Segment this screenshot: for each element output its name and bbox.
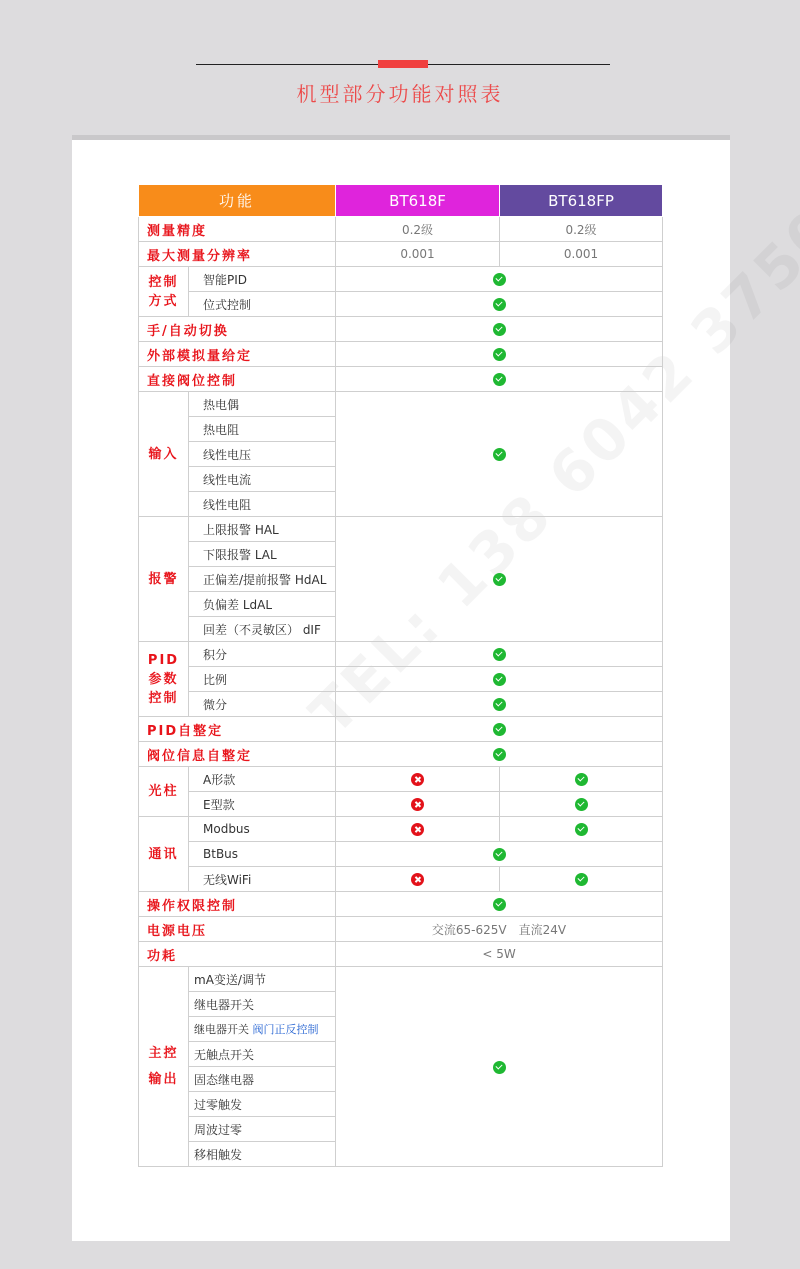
check-circle-icon [493, 898, 506, 911]
cell-support [336, 642, 663, 667]
cell-support [336, 867, 500, 892]
table-row [139, 342, 663, 367]
sub-label: BtBus [189, 842, 336, 867]
cell-support [500, 792, 663, 817]
cell-support [500, 767, 663, 792]
sub-label: 下限报警 LAL [189, 542, 336, 567]
group-label-line: 参数 [148, 671, 179, 687]
table-row [139, 317, 663, 342]
cell-support [336, 317, 663, 342]
row-label: 功耗 [139, 942, 336, 967]
table-row [139, 742, 663, 767]
group-label-line: 主控 [148, 1045, 179, 1061]
sub-label: 线性电阻 [189, 492, 336, 517]
check-circle-icon [493, 298, 506, 311]
check-circle-icon [493, 748, 506, 761]
comparison-table [138, 184, 663, 1167]
sub-label: 积分 [189, 642, 336, 667]
sub-label: 负偏差 LdAL [189, 592, 336, 617]
sub-label: A形款 [189, 767, 336, 792]
cell-support [336, 717, 663, 742]
check-circle-icon [575, 798, 588, 811]
cell-value: < 5W [336, 942, 663, 967]
row-label: 电源电压 [139, 917, 336, 942]
sub-label [189, 1017, 336, 1042]
cell-value: 交流65-625V 直流24V [336, 917, 663, 942]
row-label: 操作权限控制 [139, 892, 336, 917]
table-row [139, 842, 663, 867]
cell-support [500, 867, 663, 892]
group-label-line: PID [147, 652, 180, 668]
group-label: 通讯 [139, 817, 189, 892]
sub-label: 热电偶 [189, 392, 336, 417]
sub-label: 位式控制 [189, 292, 336, 317]
x-circle-icon [411, 873, 424, 886]
check-circle-icon [575, 873, 588, 886]
x-circle-icon [411, 798, 424, 811]
sub-label: 无线WiFi [189, 867, 336, 892]
group-label [139, 267, 189, 317]
sub-label: 过零触发 [189, 1092, 336, 1117]
check-circle-icon [493, 1061, 506, 1074]
sub-label: 线性电压 [189, 442, 336, 467]
check-circle-icon [575, 773, 588, 786]
cell-support [336, 692, 663, 717]
group-label: 报警 [139, 517, 189, 642]
row-label: 测量精度 [139, 217, 336, 242]
table-row [139, 892, 663, 917]
table-row [139, 242, 663, 267]
group-label-text: 控制方式 [148, 274, 179, 309]
cell-support [336, 267, 663, 292]
row-label: 阀位信息自整定 [139, 742, 336, 767]
column-header-function: 功能 [139, 185, 336, 217]
cell-support [336, 817, 500, 842]
sub-label: 智能PID [189, 267, 336, 292]
table-row [139, 267, 663, 292]
cell-support [336, 517, 663, 642]
table-row [139, 867, 663, 892]
table-row [139, 667, 663, 692]
column-header-bt618fp: BT618FP [500, 185, 663, 217]
group-label: 输入 [139, 392, 189, 517]
sub-label: 固态继电器 [189, 1067, 336, 1092]
table-row [139, 717, 663, 742]
table-row [139, 642, 663, 667]
sub-label: 热电阻 [189, 417, 336, 442]
cell-support [336, 967, 663, 1167]
table-row [139, 292, 663, 317]
row-label: 手/自动切换 [139, 317, 336, 342]
row-label: 最大测量分辨率 [139, 242, 336, 267]
x-circle-icon [411, 773, 424, 786]
column-header-bt618f: BT618F [336, 185, 500, 217]
check-circle-icon [493, 373, 506, 386]
table-row [139, 942, 663, 967]
table-row [139, 392, 663, 417]
table-row [139, 917, 663, 942]
cell-support [500, 817, 663, 842]
x-circle-icon [411, 823, 424, 836]
cell-support [336, 342, 663, 367]
sub-label: E型款 [189, 792, 336, 817]
check-circle-icon [493, 723, 506, 736]
cell-support [336, 667, 663, 692]
check-circle-icon [575, 823, 588, 836]
table-row [139, 367, 663, 392]
sub-label: 移相触发 [189, 1142, 336, 1167]
check-circle-icon [493, 648, 506, 661]
table-row [139, 217, 663, 242]
cell-value: 0.001 [500, 242, 663, 267]
cell-support [336, 367, 663, 392]
sub-label: 微分 [189, 692, 336, 717]
page-title: 机型部分功能对照表 [296, 82, 504, 106]
check-circle-icon [493, 273, 506, 286]
table-row [139, 817, 663, 842]
sub-label: 上限报警 HAL [189, 517, 336, 542]
group-label: 光柱 [139, 767, 189, 817]
sub-label: 回差（不灵敏区） dIF [189, 617, 336, 642]
cell-support [336, 792, 500, 817]
sub-label: 比例 [189, 667, 336, 692]
cell-support [336, 392, 663, 517]
cell-support [336, 767, 500, 792]
sub-label-note: 阀门正反控制 [252, 1023, 319, 1036]
table-row [139, 792, 663, 817]
sub-label: 继电器开关 [189, 992, 336, 1017]
group-label-line: 输出 [148, 1071, 179, 1087]
check-circle-icon [493, 448, 506, 461]
check-circle-icon [493, 848, 506, 861]
check-circle-icon [493, 573, 506, 586]
cell-support [336, 892, 663, 917]
cell-support [336, 842, 663, 867]
group-label [139, 642, 189, 717]
group-label-line: 控制 [148, 690, 179, 706]
check-circle-icon [493, 698, 506, 711]
table-row [139, 967, 663, 992]
check-circle-icon [493, 673, 506, 686]
check-circle-icon [493, 323, 506, 336]
cell-support [336, 292, 663, 317]
cell-value: 0.001 [336, 242, 500, 267]
row-label: 直接阀位控制 [139, 367, 336, 392]
sub-label: Modbus [189, 817, 336, 842]
cell-value: 0.2级 [336, 217, 500, 242]
sub-label: 正偏差/提前报警 HdAL [189, 567, 336, 592]
table-row [139, 692, 663, 717]
check-circle-icon [493, 348, 506, 361]
row-label: PID自整定 [139, 717, 336, 742]
header-accent-bar [378, 60, 428, 68]
sub-label: mA变送/调节 [189, 967, 336, 992]
sub-label-text: 继电器开关 [194, 1023, 249, 1036]
table-row [139, 517, 663, 542]
group-label [139, 967, 189, 1167]
row-label: 外部模拟量给定 [139, 342, 336, 367]
sub-label: 线性电流 [189, 467, 336, 492]
table-header [139, 185, 663, 217]
sub-label: 无触点开关 [189, 1042, 336, 1067]
table-row [139, 767, 663, 792]
cell-support [336, 742, 663, 767]
sub-label: 周波过零 [189, 1117, 336, 1142]
cell-value: 0.2级 [500, 217, 663, 242]
